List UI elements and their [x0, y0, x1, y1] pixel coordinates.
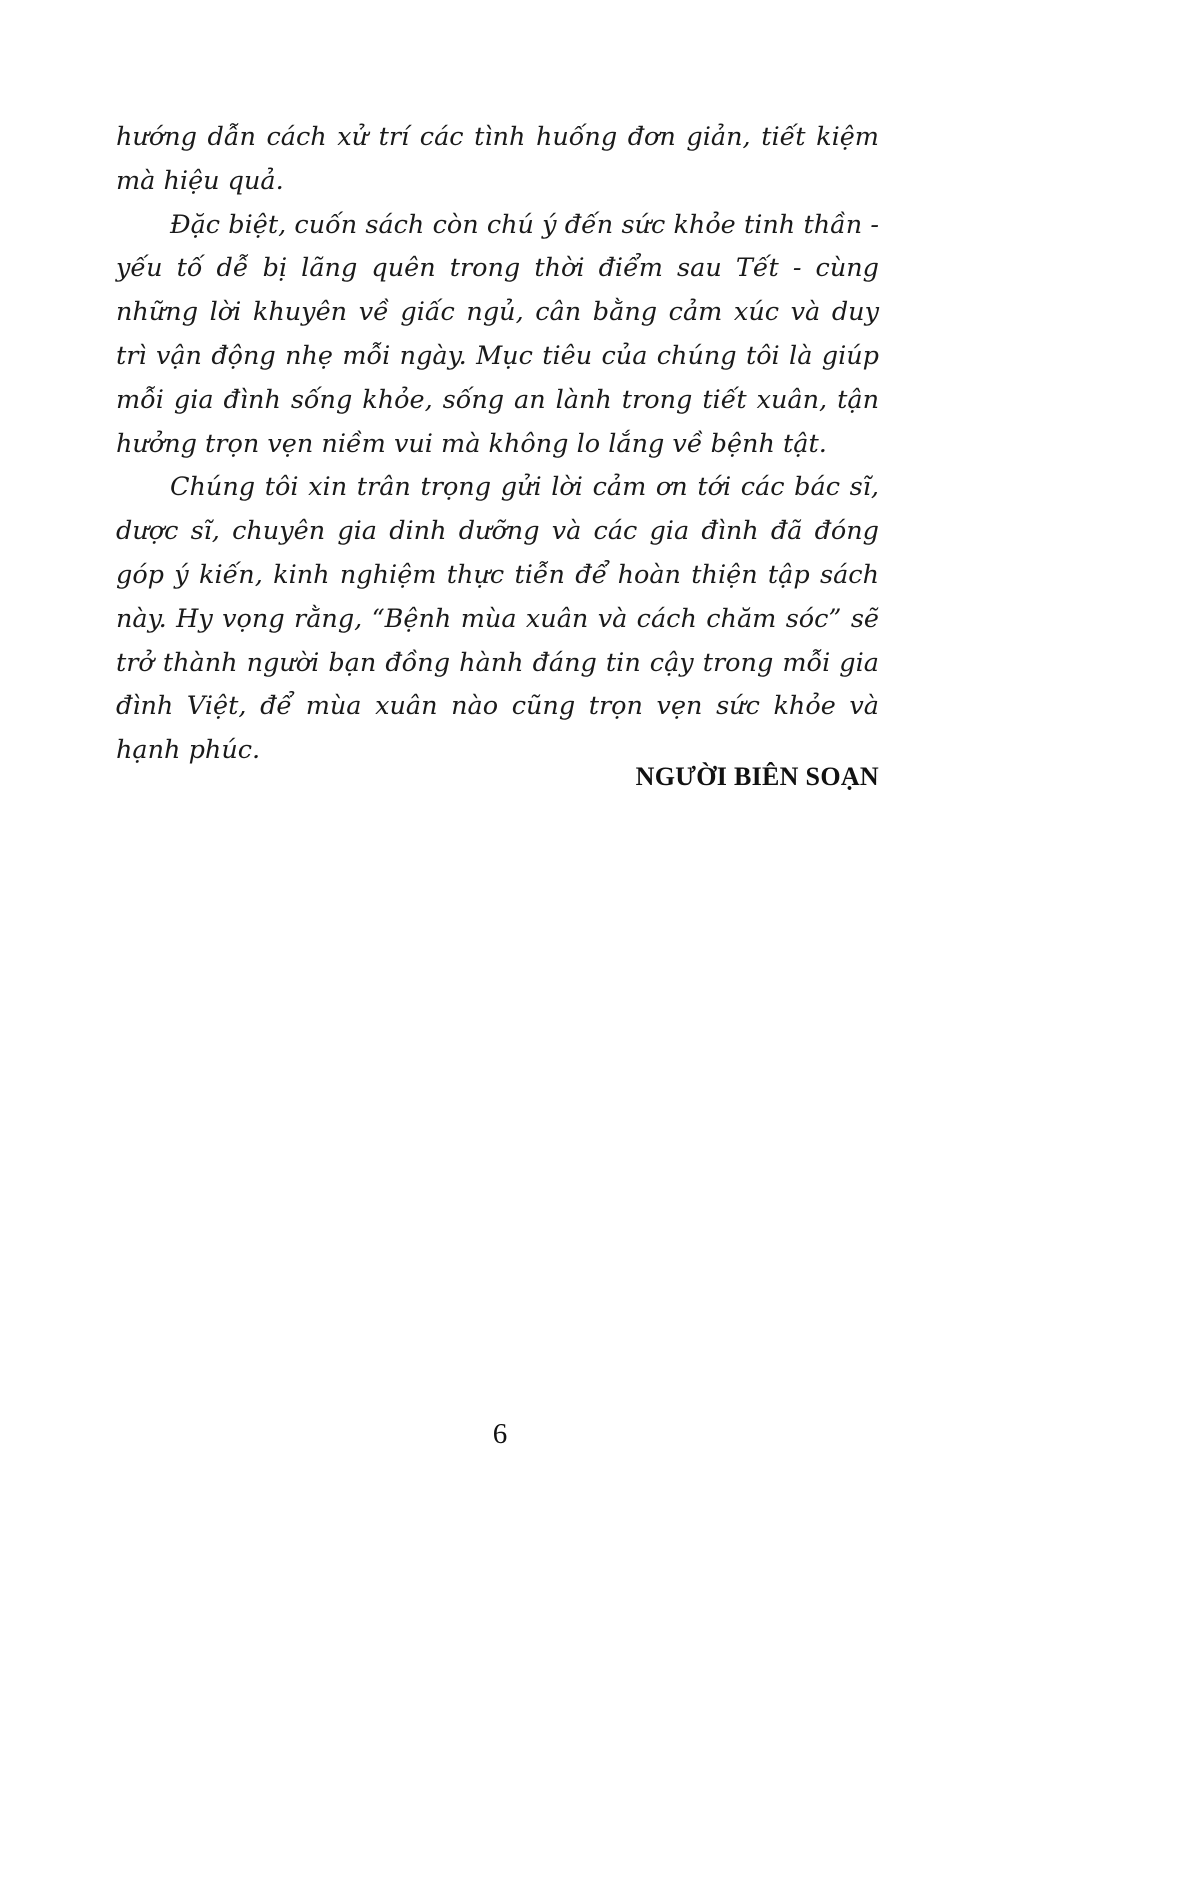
paragraph-mental-health: Đặc biệt, cuốn sách còn chú ý đến sức khỏe tinh thần - yếu tố dễ bị lãng quên trong thời điểm sau Tết - cùng những lời khuyên về giấc ngủ, cân bằng cảm xúc và duy trì vận động nhẹ mỗi ngày. Mục tiêu của chúng tôi là giúp mỗi gia đình sống khỏe, sống an lành trong tiết xuân, tận hưởng trọn vẹn niềm vui mà không lo lắng về bệnh tật. — [116, 209, 879, 459]
paragraph-acknowledgements: Chúng tôi xin trân trọng gửi lời cảm ơn tới các bác sĩ, dược sĩ, chuyên gia dinh dưỡng và các gia đình đã đóng góp ý kiến, kinh nghiệm thực tiễn để hoàn thiện tập sách này. Hy vọng rằng, “Bệnh mùa xuân và cách chăm sóc” sẽ trở thành người bạn đồng hành đáng tin cậy trong mỗi gia đình Việt, để mùa xuân nào cũng trọn vẹn sức khỏe và hạnh phúc. — [116, 472, 879, 766]
author-signature: NGƯỜI BIÊN SOẠN — [635, 762, 879, 791]
paragraph-continuation: hướng dẫn cách xử trí các tình huống đơn giản, tiết kiệm mà hiệu quả. — [116, 122, 879, 196]
body-text — [116, 116, 879, 773]
page-number: 6 — [492, 1418, 508, 1450]
